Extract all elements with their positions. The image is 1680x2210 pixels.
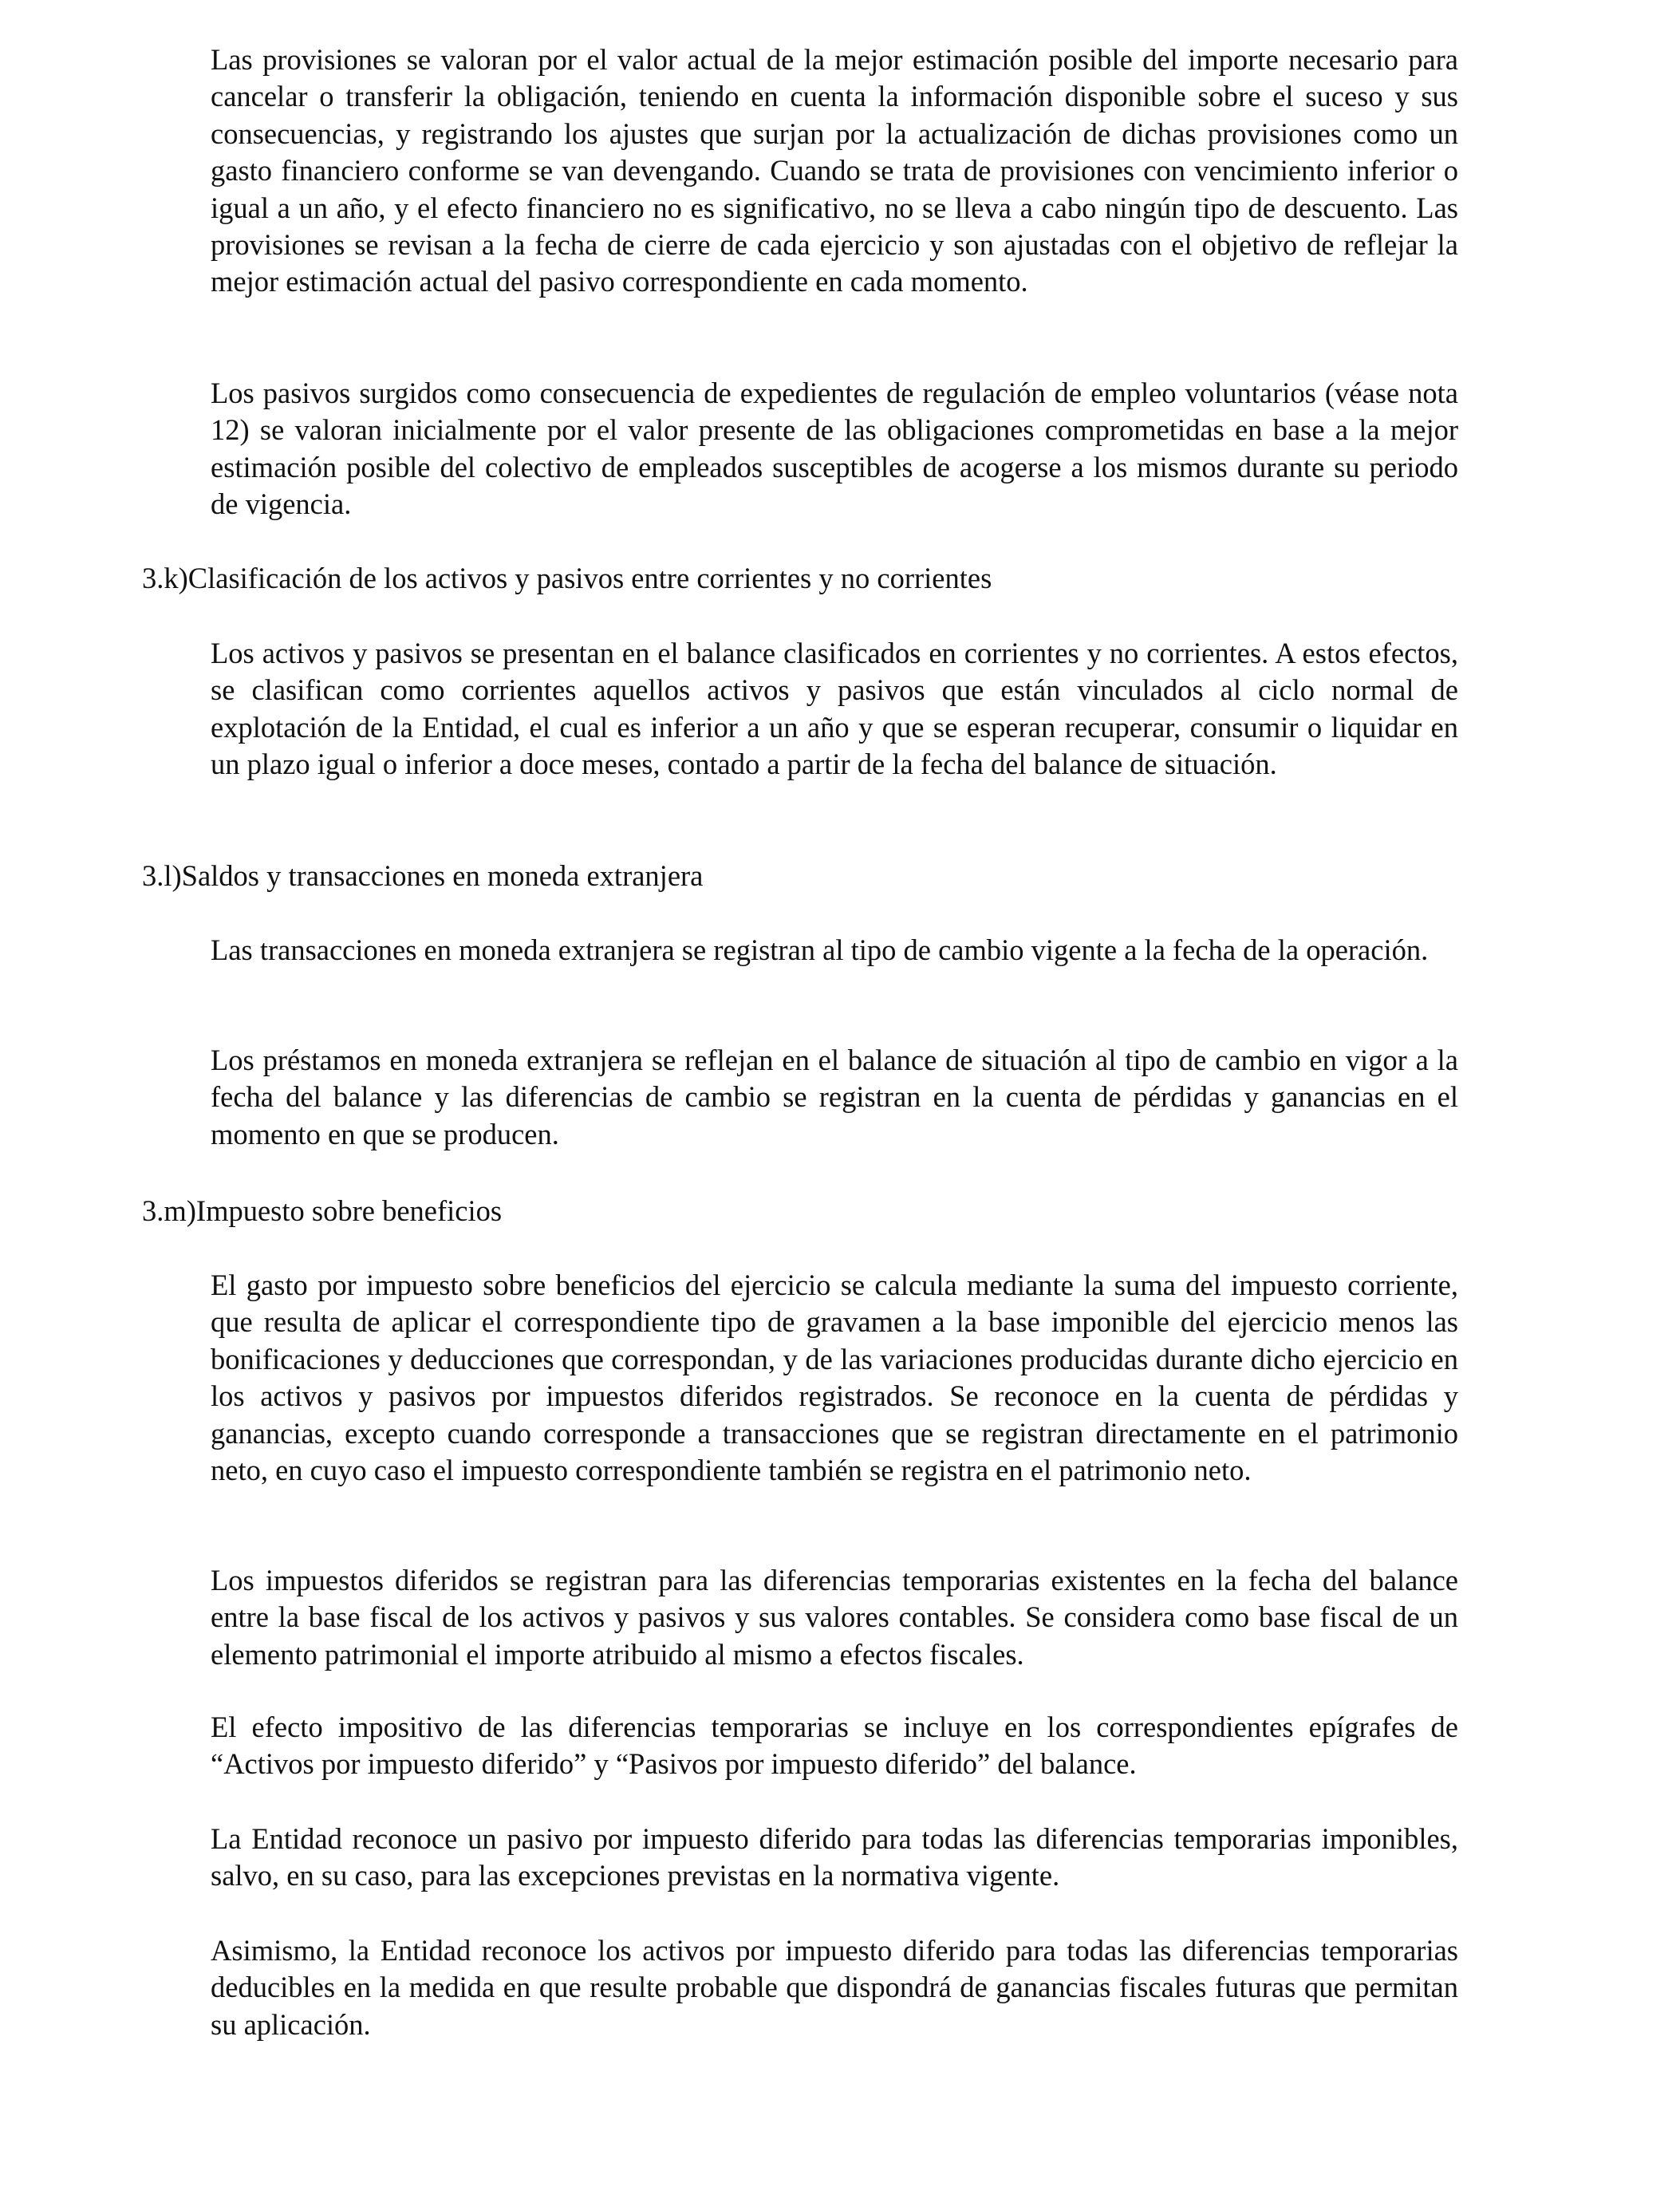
paragraph-pasivo-diferido: La Entidad reconoce un pasivo por impuesto diferido para todas las diferencias temporarias imponibles, salvo, en su caso, para las excepciones previstas en la normativa vigente.: [211, 1822, 1458, 1892]
paragraph-provisiones-valoracion: Las provisiones se valoran por el valor actual de la mejor estimación posible del importe necesario para cancelar o transferir la obligación, teniendo en cuenta la información disponible sobre el suceso y sus consecuencias, y registrando los ajustes que surjan por la actualización de dichas provisiones como un gasto financiero conforme se van devengando. Cuando se trata de provisiones con vencimiento inferior o igual a un año, y el efecto financiero no es significativo, no se lleva a cabo ningún tipo de descuento. Las provisiones se revisan a la fecha de cierre de cada ejercicio y son ajustadas con el objetivo de reflejar la mejor estimación actual del pasivo correspondiente en cada momento.: [211, 43, 1458, 298]
paragraph-efecto-impositivo: El efecto impositivo de las diferencias temporarias se incluye en los correspondientes epígrafes de “Activos por impuesto diferido” y “Pasivos por impuesto diferido” del balance.: [211, 1711, 1458, 1781]
section-heading-3m: 3.m)Impuesto sobre beneficios: [142, 1194, 503, 1227]
paragraph-impuestos-diferidos: Los impuestos diferidos se registran para las diferencias temporarias existentes en la fecha del balance entre la base fiscal de los activos y pasivos y sus valores contables. Se considera como base fiscal de un elemento patrimonial el importe atribuido al mismo a efectos fiscales.: [211, 1564, 1458, 1671]
paragraph-activos-pasivos-clasificacion: Los activos y pasivos se presentan en el balance clasificados en corrientes y no corrientes. A estos efectos, se clasifican como corrientes aquellos activos y pasivos que están vinculados al ciclo normal de explotación de la Entidad, el cual es inferior a un año y que se esperan recuperar, consumir o liquidar en un plazo igual o inferior a doce meses, contado a partir de la fecha del balance de situación.: [211, 637, 1458, 781]
paragraph-activos-diferidos: Asimismo, la Entidad reconoce los activos por impuesto diferido para todas las diferencias temporarias deducibles en la medida en que resulte probable que dispondrá de ganancias fiscales futuras que permitan su aplicación.: [211, 1934, 1458, 2041]
paragraph-transacciones-moneda: Las transacciones en moneda extranjera se registran al tipo de cambio vigente a la fecha de la operación.: [211, 933, 1429, 966]
section-heading-3l: 3.l)Saldos y transacciones en moneda extranjera: [142, 859, 704, 892]
paragraph-gasto-impuesto: El gasto por impuesto sobre beneficios del ejercicio se calcula mediante la suma del impuesto corriente, que resulta de aplicar el correspondiente tipo de gravamen a la base imponible del ejercicio menos las bonificaciones y deducciones que correspondan, y de las variaciones producidas durante dicho ejercicio en los activos y pasivos por impuestos diferidos registrados. Se reconoce en la cuenta de pérdidas y ganancias, excepto cuando corresponde a transacciones que se registran directamente en el patrimonio neto, en cuyo caso el impuesto correspondiente también se registra en el patrimonio neto.: [211, 1269, 1458, 1487]
section-heading-3k: 3.k)Clasificación de los activos y pasivos entre corrientes y no corrientes: [142, 562, 992, 594]
paragraph-pasivos-expedientes: Los pasivos surgidos como consecuencia de expedientes de regulación de empleo voluntarios (véase nota 12) se valoran inicialmente por el valor presente de las obligaciones comprometidas en base a la mejor estimación posible del colectivo de empleados susceptibles de acogerse a los mismos durante su periodo de vigencia.: [211, 377, 1458, 521]
paragraph-prestamos-moneda: Los préstamos en moneda extranjera se reflejan en el balance de situación al tipo de cambio en vigor a la fecha del balance y las diferencias de cambio se registran en la cuenta de pérdidas y ganancias en el momento en que se producen.: [211, 1044, 1458, 1150]
